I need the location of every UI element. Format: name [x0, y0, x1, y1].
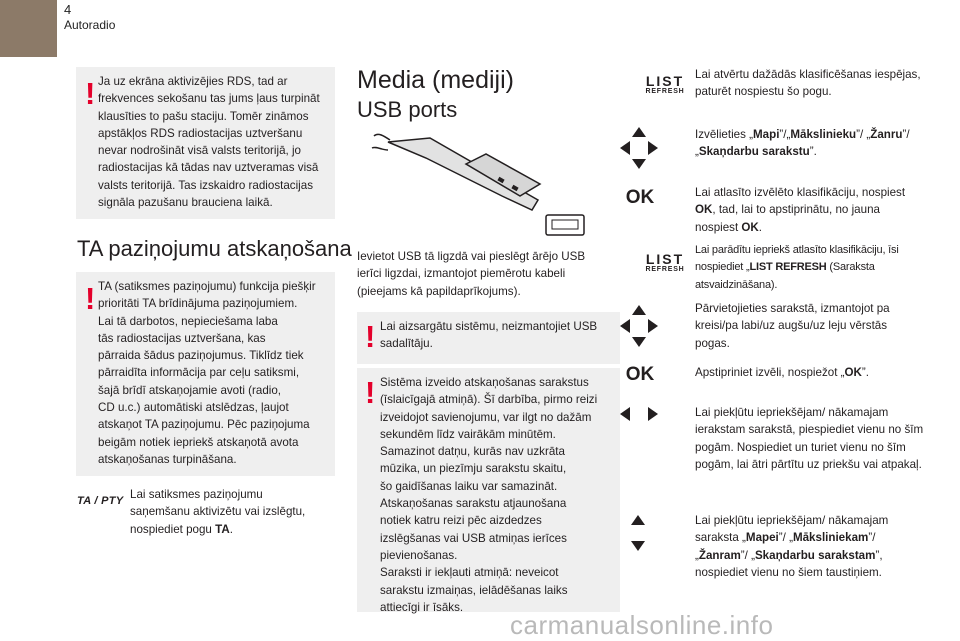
ok-button-icon: OK: [625, 187, 655, 208]
ta-instruction: Lai satiksmes paziņojumu saņemšanu aktivizētu vai izslēgtu, nospiediet pogu TA.: [130, 488, 306, 536]
warning-icon: !: [85, 281, 96, 316]
track-skip-instruction: Lai piekļūtu iepriekšējam/ nākamajam ierakstam sarakstā, piespiediet vienu no šīm pogām. Nospiediet un turiet vienu no šīm pogām, lai ātri pārtītu uz priekšu vai atpakaļ.: [695, 406, 924, 471]
list-refresh-button-icon: LIST REFRESH: [645, 251, 685, 273]
up-down-arrows-icon: [628, 514, 648, 552]
list-refresh-instruction: Lai parādītu iepriekš atlasīto klasifikāciju, īsi nospiediet „LIST REFRESH (Saraksta atsvaidzināšana).: [695, 244, 899, 291]
ok-button-icon: OK: [625, 364, 655, 385]
watermark: carmanualsonline.info: [510, 610, 774, 640]
playlist-note-text: Sistēma izveido atskaņošanas sarakstus (īslaicīgajā atmiņā). Šī darbība, pirmo reizi izveidojot savienojumu, var ilgt no dažām sekundēm līdz vairākām minūtēm. Samazinot datņu, kurās nav uzkrāta mūzika, un piezīmju sarakstu skaitu, šo gaidīšanas laiku var samazināt. Atskaņošanas sarakstu atjaunošana notiek katru reizi pēc aizdedzes izslēgšanas vai USB atmiņas ierīces pievienošanas. Saraksti ir iekļauti atmiņā: neveicot sarakstu izmaiņas, ielādēšanas laiks attiecīgi ir īsāks.: [380, 376, 598, 614]
usb-instruction: Ievietot USB tā ligzdā vai pieslēgt ārējo USB ierīci ligzdai, izmantojot piemērotu kabeli (pieejams kā papildaprīkojums).: [357, 250, 586, 298]
navigate-list-instruction: Pārvietojieties sarakstā, izmantojot pa kreisi/pa labi/uz augšu/uz leju vērstās pogas.: [695, 302, 890, 350]
chapter-tab: [0, 0, 57, 57]
section-title: Autoradio: [64, 18, 116, 32]
ok-confirm-instruction: Lai atlasīto izvēlēto klasifikāciju, nospiest OK, tad, lai to apstiprinātu, no jauna nospiest OK.: [695, 186, 906, 234]
list-hold-instruction: Lai atvērtu dažādās klasificēšanas iespējas, paturēt nospiestu šo pogu.: [695, 68, 921, 99]
four-way-arrows-icon: [619, 304, 659, 348]
four-way-arrows-icon: [619, 126, 659, 170]
page-number: 4: [64, 2, 72, 17]
left-right-arrows-icon: [619, 406, 659, 422]
usb-plug-illustration: [370, 128, 590, 238]
ta-pty-button-icon: TA / PTY: [77, 495, 124, 507]
select-classification-instruction: Izvēlieties „Mapi”/„Mākslinieku”/ „Žanru”/„Skaņdarbu sarakstu”.: [695, 128, 910, 159]
list-refresh-button-icon: LIST REFRESH: [645, 73, 685, 95]
ta-heading: TA paziņojumu atskaņošana: [77, 236, 352, 261]
rds-note-text: Ja uz ekrāna aktivizējies RDS, tad ar frekvences sekošanu tas jums ļaus turpināt klausīties to pašu staciju. Tomēr zināmos apstākļos RDS radiostacijas uztveršanu nevar nodrošināt visā valsts teritorijā, jo radiostacijas kā tādas nav uztveramas visā valsts teritorijā. Tas izskaidro radiostacijas signāla pazušanu brauciena laikā.: [98, 75, 320, 210]
warning-icon: !: [85, 76, 96, 111]
list-skip-instruction: Lai piekļūtu iepriekšējam/ nākamajam saraksta „Mapei”/ „Māksliniekam”/„Žanram”/ „Skaņdarbu sarakstam”, nospiediet vienu no šiem taustiņiem.: [695, 514, 889, 579]
ta-note-text: TA (satiksmes paziņojumu) funkcija piešķir prioritāti TA brīdinājuma paziņojumiem. Lai tā darbotos, nepieciešama laba tās radiostacijas uztveršana, kas pārraida šādus paziņojumus. Tiklīdz tiek pārraidīta informācija par ceļu satiksmi, šajā brīdī atskaņojamie avoti (radio, CD u.c.) automātiski atslēdzas, ļaujot atskaņot TA paziņojumu. Pēc paziņojuma beigām notiek iepriekš atskaņotā avota atskaņošanas turpināšana.: [98, 280, 316, 466]
warning-icon: !: [365, 375, 376, 410]
media-title: Media (mediji): [357, 66, 514, 94]
usb-subtitle: USB ports: [357, 97, 458, 122]
confirm-selection-instruction: Apstipriniet izvēli, nospiežot „OK”.: [695, 366, 869, 379]
usb-hub-note-text: Lai aizsargātu sistēmu, neizmantojiet USB sadalītāju.: [380, 320, 598, 351]
warning-icon: !: [365, 319, 376, 354]
